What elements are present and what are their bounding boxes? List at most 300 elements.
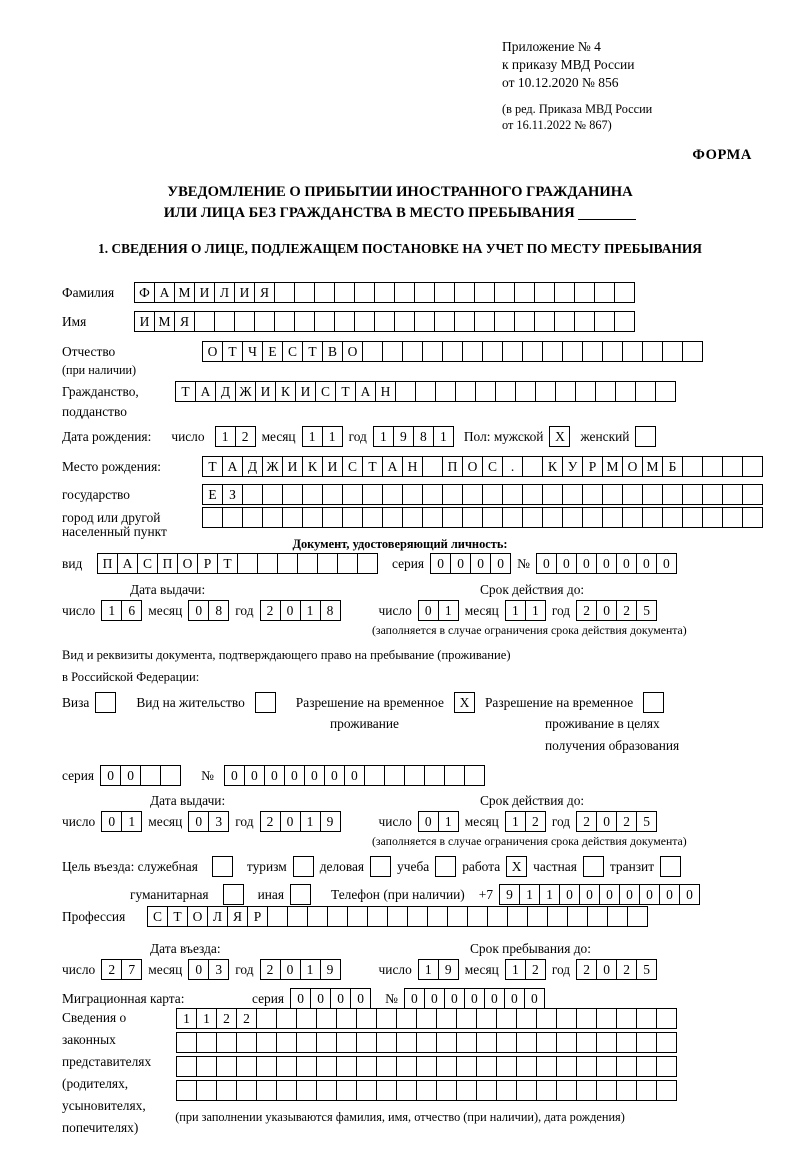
char-cell[interactable] bbox=[467, 906, 488, 927]
char-cell[interactable] bbox=[547, 906, 568, 927]
char-cell[interactable] bbox=[542, 507, 563, 528]
char-cell[interactable] bbox=[422, 456, 443, 477]
char-cell[interactable]: 1 bbox=[539, 884, 560, 905]
edu-residence-checkbox[interactable] bbox=[643, 692, 664, 713]
char-cell[interactable]: О bbox=[342, 341, 363, 362]
char-cell[interactable] bbox=[322, 484, 343, 505]
char-cell[interactable]: 2 bbox=[576, 811, 597, 832]
char-cell[interactable]: М bbox=[602, 456, 623, 477]
char-cell[interactable] bbox=[615, 381, 636, 402]
char-cell[interactable]: И bbox=[282, 456, 303, 477]
char-cell[interactable]: 1 bbox=[300, 959, 321, 980]
char-cell[interactable]: 2 bbox=[576, 600, 597, 621]
char-cell[interactable] bbox=[534, 311, 555, 332]
char-cell[interactable] bbox=[256, 1056, 277, 1077]
char-cell[interactable]: 0 bbox=[280, 959, 301, 980]
char-cell[interactable] bbox=[456, 1008, 477, 1029]
char-cell[interactable] bbox=[656, 1056, 677, 1077]
char-cell[interactable]: С bbox=[147, 906, 168, 927]
char-cell[interactable]: 0 bbox=[101, 811, 122, 832]
char-cell[interactable] bbox=[357, 553, 378, 574]
char-cell[interactable]: 9 bbox=[499, 884, 520, 905]
identity-valid-day-input[interactable] bbox=[418, 600, 459, 621]
char-cell[interactable] bbox=[495, 381, 516, 402]
char-cell[interactable]: 0 bbox=[280, 600, 301, 621]
char-cell[interactable] bbox=[396, 1008, 417, 1029]
char-cell[interactable] bbox=[596, 1032, 617, 1053]
char-cell[interactable] bbox=[576, 1032, 597, 1053]
char-cell[interactable] bbox=[382, 484, 403, 505]
char-cell[interactable] bbox=[627, 906, 648, 927]
temp-residence-checkbox[interactable]: X bbox=[454, 692, 475, 713]
char-cell[interactable]: 0 bbox=[324, 765, 345, 786]
char-cell[interactable]: Р bbox=[582, 456, 603, 477]
char-cell[interactable] bbox=[614, 282, 635, 303]
char-cell[interactable]: Т bbox=[302, 341, 323, 362]
char-cell[interactable] bbox=[444, 765, 465, 786]
char-cell[interactable] bbox=[436, 1008, 457, 1029]
visa-checkbox[interactable] bbox=[95, 692, 116, 713]
char-cell[interactable] bbox=[196, 1056, 217, 1077]
char-cell[interactable]: О bbox=[202, 341, 223, 362]
char-cell[interactable]: 1 bbox=[300, 811, 321, 832]
char-cell[interactable]: 0 bbox=[490, 553, 511, 574]
char-cell[interactable] bbox=[514, 311, 535, 332]
char-cell[interactable]: 0 bbox=[450, 553, 471, 574]
char-cell[interactable]: Д bbox=[242, 456, 263, 477]
char-cell[interactable] bbox=[464, 765, 485, 786]
char-cell[interactable] bbox=[414, 282, 435, 303]
char-cell[interactable] bbox=[316, 1056, 337, 1077]
char-cell[interactable]: 2 bbox=[101, 959, 122, 980]
char-cell[interactable]: А bbox=[154, 282, 175, 303]
char-cell[interactable] bbox=[507, 906, 528, 927]
char-cell[interactable] bbox=[140, 765, 161, 786]
char-cell[interactable]: С bbox=[342, 456, 363, 477]
char-cell[interactable] bbox=[297, 553, 318, 574]
char-cell[interactable]: 0 bbox=[679, 884, 700, 905]
char-cell[interactable] bbox=[636, 1056, 657, 1077]
char-cell[interactable] bbox=[436, 1056, 457, 1077]
char-cell[interactable] bbox=[336, 1056, 357, 1077]
char-cell[interactable]: 0 bbox=[330, 988, 351, 1009]
char-cell[interactable] bbox=[242, 484, 263, 505]
char-cell[interactable] bbox=[354, 311, 375, 332]
char-cell[interactable] bbox=[482, 507, 503, 528]
char-cell[interactable]: 2 bbox=[525, 959, 546, 980]
char-cell[interactable] bbox=[160, 765, 181, 786]
char-cell[interactable]: 0 bbox=[430, 553, 451, 574]
entry-month-input[interactable] bbox=[188, 959, 229, 980]
char-cell[interactable] bbox=[562, 507, 583, 528]
char-cell[interactable]: П bbox=[97, 553, 118, 574]
char-cell[interactable] bbox=[376, 1080, 397, 1101]
char-cell[interactable] bbox=[602, 484, 623, 505]
char-cell[interactable]: 0 bbox=[284, 765, 305, 786]
char-cell[interactable] bbox=[456, 1080, 477, 1101]
char-cell[interactable]: 1 bbox=[438, 811, 459, 832]
char-cell[interactable] bbox=[422, 341, 443, 362]
char-cell[interactable] bbox=[194, 311, 215, 332]
char-cell[interactable] bbox=[196, 1032, 217, 1053]
phone-input[interactable] bbox=[499, 884, 700, 905]
purpose-humanitarian-checkbox[interactable] bbox=[223, 884, 244, 905]
char-cell[interactable]: 1 bbox=[525, 600, 546, 621]
char-cell[interactable]: Я bbox=[227, 906, 248, 927]
char-cell[interactable]: 2 bbox=[236, 1008, 257, 1029]
char-cell[interactable]: 2 bbox=[616, 959, 637, 980]
sex-female-checkbox[interactable] bbox=[635, 426, 656, 447]
char-cell[interactable]: 2 bbox=[260, 600, 281, 621]
char-cell[interactable] bbox=[742, 484, 763, 505]
char-cell[interactable] bbox=[422, 484, 443, 505]
char-cell[interactable] bbox=[596, 1080, 617, 1101]
entry-day-input[interactable] bbox=[101, 959, 142, 980]
char-cell[interactable] bbox=[636, 1032, 657, 1053]
char-cell[interactable]: 0 bbox=[418, 811, 439, 832]
char-cell[interactable] bbox=[494, 282, 515, 303]
char-cell[interactable] bbox=[334, 282, 355, 303]
char-cell[interactable] bbox=[656, 1008, 677, 1029]
char-cell[interactable] bbox=[516, 1080, 537, 1101]
legal-reps-input-4[interactable] bbox=[176, 1080, 677, 1101]
char-cell[interactable]: 0 bbox=[596, 959, 617, 980]
char-cell[interactable] bbox=[462, 484, 483, 505]
char-cell[interactable] bbox=[237, 553, 258, 574]
char-cell[interactable] bbox=[356, 1032, 377, 1053]
char-cell[interactable] bbox=[256, 1032, 277, 1053]
char-cell[interactable]: 1 bbox=[438, 600, 459, 621]
char-cell[interactable] bbox=[394, 282, 415, 303]
char-cell[interactable] bbox=[456, 1056, 477, 1077]
char-cell[interactable]: О bbox=[622, 456, 643, 477]
char-cell[interactable] bbox=[436, 1080, 457, 1101]
char-cell[interactable] bbox=[456, 1032, 477, 1053]
char-cell[interactable] bbox=[274, 282, 295, 303]
char-cell[interactable]: 0 bbox=[404, 988, 425, 1009]
char-cell[interactable] bbox=[337, 553, 358, 574]
char-cell[interactable]: 1 bbox=[121, 811, 142, 832]
char-cell[interactable] bbox=[404, 765, 425, 786]
char-cell[interactable] bbox=[702, 456, 723, 477]
char-cell[interactable]: 9 bbox=[320, 811, 341, 832]
char-cell[interactable]: А bbox=[195, 381, 216, 402]
char-cell[interactable]: 5 bbox=[636, 959, 657, 980]
char-cell[interactable] bbox=[356, 1080, 377, 1101]
char-cell[interactable] bbox=[384, 765, 405, 786]
char-cell[interactable] bbox=[322, 507, 343, 528]
char-cell[interactable]: 2 bbox=[235, 426, 256, 447]
identity-issue-month-input[interactable] bbox=[188, 600, 229, 621]
char-cell[interactable] bbox=[607, 906, 628, 927]
char-cell[interactable]: Д bbox=[215, 381, 236, 402]
char-cell[interactable]: О bbox=[187, 906, 208, 927]
char-cell[interactable]: Ч bbox=[242, 341, 263, 362]
char-cell[interactable]: 1 bbox=[505, 959, 526, 980]
char-cell[interactable]: Т bbox=[167, 906, 188, 927]
char-cell[interactable]: 0 bbox=[576, 553, 597, 574]
char-cell[interactable] bbox=[202, 507, 223, 528]
char-cell[interactable]: 8 bbox=[320, 600, 341, 621]
char-cell[interactable] bbox=[516, 1008, 537, 1029]
char-cell[interactable]: 0 bbox=[350, 988, 371, 1009]
char-cell[interactable] bbox=[382, 507, 403, 528]
char-cell[interactable]: Л bbox=[214, 282, 235, 303]
char-cell[interactable] bbox=[562, 484, 583, 505]
purpose-private-checkbox[interactable] bbox=[583, 856, 604, 877]
char-cell[interactable] bbox=[522, 484, 543, 505]
char-cell[interactable]: 0 bbox=[304, 765, 325, 786]
stay-issue-year-input[interactable] bbox=[260, 811, 341, 832]
char-cell[interactable] bbox=[454, 282, 475, 303]
purpose-tourism-checkbox[interactable] bbox=[293, 856, 314, 877]
char-cell[interactable] bbox=[416, 1032, 437, 1053]
char-cell[interactable]: 0 bbox=[579, 884, 600, 905]
char-cell[interactable] bbox=[527, 906, 548, 927]
sex-male-checkbox[interactable]: X bbox=[549, 426, 570, 447]
char-cell[interactable] bbox=[516, 1056, 537, 1077]
identity-number-input[interactable] bbox=[536, 553, 677, 574]
char-cell[interactable] bbox=[396, 1080, 417, 1101]
char-cell[interactable]: 1 bbox=[300, 600, 321, 621]
char-cell[interactable]: 0 bbox=[599, 884, 620, 905]
char-cell[interactable] bbox=[307, 906, 328, 927]
char-cell[interactable] bbox=[655, 381, 676, 402]
char-cell[interactable] bbox=[515, 381, 536, 402]
char-cell[interactable] bbox=[216, 1080, 237, 1101]
char-cell[interactable] bbox=[327, 906, 348, 927]
char-cell[interactable] bbox=[522, 456, 543, 477]
char-cell[interactable] bbox=[442, 507, 463, 528]
char-cell[interactable] bbox=[642, 507, 663, 528]
char-cell[interactable]: М bbox=[174, 282, 195, 303]
char-cell[interactable] bbox=[616, 1032, 637, 1053]
char-cell[interactable] bbox=[396, 1032, 417, 1053]
surname-input[interactable] bbox=[134, 282, 635, 303]
char-cell[interactable] bbox=[336, 1080, 357, 1101]
char-cell[interactable] bbox=[236, 1032, 257, 1053]
char-cell[interactable] bbox=[656, 1032, 677, 1053]
char-cell[interactable] bbox=[282, 507, 303, 528]
char-cell[interactable] bbox=[396, 1056, 417, 1077]
char-cell[interactable]: 0 bbox=[224, 765, 245, 786]
char-cell[interactable] bbox=[534, 282, 555, 303]
char-cell[interactable]: 0 bbox=[596, 600, 617, 621]
char-cell[interactable] bbox=[294, 311, 315, 332]
char-cell[interactable] bbox=[474, 282, 495, 303]
char-cell[interactable]: 3 bbox=[208, 959, 229, 980]
char-cell[interactable]: 1 bbox=[373, 426, 394, 447]
char-cell[interactable]: З bbox=[222, 484, 243, 505]
char-cell[interactable]: 8 bbox=[413, 426, 434, 447]
char-cell[interactable] bbox=[742, 456, 763, 477]
char-cell[interactable]: О bbox=[177, 553, 198, 574]
char-cell[interactable]: П bbox=[442, 456, 463, 477]
char-cell[interactable]: О bbox=[462, 456, 483, 477]
char-cell[interactable]: Н bbox=[375, 381, 396, 402]
char-cell[interactable] bbox=[287, 906, 308, 927]
char-cell[interactable] bbox=[576, 1008, 597, 1029]
char-cell[interactable] bbox=[407, 906, 428, 927]
char-cell[interactable]: 8 bbox=[208, 600, 229, 621]
char-cell[interactable] bbox=[302, 484, 323, 505]
char-cell[interactable]: Т bbox=[362, 456, 383, 477]
char-cell[interactable]: К bbox=[542, 456, 563, 477]
char-cell[interactable] bbox=[316, 1032, 337, 1053]
char-cell[interactable] bbox=[682, 507, 703, 528]
char-cell[interactable] bbox=[662, 341, 683, 362]
char-cell[interactable]: 0 bbox=[100, 765, 121, 786]
char-cell[interactable] bbox=[682, 484, 703, 505]
char-cell[interactable] bbox=[502, 507, 523, 528]
char-cell[interactable]: 1 bbox=[519, 884, 540, 905]
char-cell[interactable]: М bbox=[642, 456, 663, 477]
char-cell[interactable]: К bbox=[275, 381, 296, 402]
char-cell[interactable]: Р bbox=[247, 906, 268, 927]
char-cell[interactable]: Б bbox=[662, 456, 683, 477]
char-cell[interactable]: А bbox=[222, 456, 243, 477]
identity-issue-day-input[interactable] bbox=[101, 600, 142, 621]
birth-month-input[interactable] bbox=[302, 426, 343, 447]
char-cell[interactable] bbox=[602, 507, 623, 528]
char-cell[interactable] bbox=[347, 906, 368, 927]
char-cell[interactable]: Т bbox=[202, 456, 223, 477]
char-cell[interactable] bbox=[555, 381, 576, 402]
char-cell[interactable]: 0 bbox=[418, 600, 439, 621]
stay-valid-month-input[interactable] bbox=[505, 811, 546, 832]
char-cell[interactable] bbox=[722, 456, 743, 477]
char-cell[interactable] bbox=[254, 311, 275, 332]
char-cell[interactable]: 9 bbox=[393, 426, 414, 447]
char-cell[interactable] bbox=[274, 311, 295, 332]
char-cell[interactable]: 5 bbox=[636, 811, 657, 832]
purpose-work-checkbox[interactable]: X bbox=[506, 856, 527, 877]
char-cell[interactable] bbox=[414, 311, 435, 332]
char-cell[interactable] bbox=[575, 381, 596, 402]
char-cell[interactable] bbox=[642, 341, 663, 362]
citizenship-input[interactable] bbox=[175, 381, 676, 402]
char-cell[interactable] bbox=[276, 1032, 297, 1053]
char-cell[interactable] bbox=[502, 484, 523, 505]
char-cell[interactable] bbox=[554, 311, 575, 332]
char-cell[interactable]: 2 bbox=[216, 1008, 237, 1029]
char-cell[interactable] bbox=[587, 906, 608, 927]
char-cell[interactable]: С bbox=[282, 341, 303, 362]
char-cell[interactable]: 0 bbox=[616, 553, 637, 574]
char-cell[interactable] bbox=[256, 1008, 277, 1029]
char-cell[interactable] bbox=[362, 507, 383, 528]
char-cell[interactable]: Ж bbox=[262, 456, 283, 477]
char-cell[interactable]: 0 bbox=[280, 811, 301, 832]
char-cell[interactable] bbox=[382, 341, 403, 362]
char-cell[interactable]: 6 bbox=[121, 600, 142, 621]
char-cell[interactable]: Я bbox=[174, 311, 195, 332]
char-cell[interactable]: 0 bbox=[290, 988, 311, 1009]
char-cell[interactable] bbox=[342, 507, 363, 528]
char-cell[interactable] bbox=[342, 484, 363, 505]
char-cell[interactable]: 1 bbox=[302, 426, 323, 447]
char-cell[interactable] bbox=[267, 906, 288, 927]
char-cell[interactable]: 0 bbox=[424, 988, 445, 1009]
char-cell[interactable] bbox=[364, 765, 385, 786]
char-cell[interactable] bbox=[636, 1008, 657, 1029]
stay-series-input[interactable] bbox=[100, 765, 181, 786]
char-cell[interactable] bbox=[236, 1056, 257, 1077]
char-cell[interactable]: И bbox=[295, 381, 316, 402]
char-cell[interactable] bbox=[276, 1008, 297, 1029]
char-cell[interactable] bbox=[454, 311, 475, 332]
char-cell[interactable] bbox=[222, 507, 243, 528]
char-cell[interactable] bbox=[317, 553, 338, 574]
char-cell[interactable] bbox=[722, 484, 743, 505]
char-cell[interactable]: И bbox=[255, 381, 276, 402]
char-cell[interactable]: 2 bbox=[576, 959, 597, 980]
char-cell[interactable]: 0 bbox=[659, 884, 680, 905]
char-cell[interactable]: И bbox=[234, 282, 255, 303]
char-cell[interactable] bbox=[276, 1080, 297, 1101]
char-cell[interactable]: Ж bbox=[235, 381, 256, 402]
char-cell[interactable] bbox=[482, 484, 503, 505]
char-cell[interactable] bbox=[702, 484, 723, 505]
patronymic-input[interactable] bbox=[202, 341, 703, 362]
identity-kind-input[interactable] bbox=[97, 553, 378, 574]
char-cell[interactable]: 2 bbox=[616, 811, 637, 832]
char-cell[interactable] bbox=[256, 1080, 277, 1101]
birth-year-input[interactable] bbox=[373, 426, 454, 447]
char-cell[interactable] bbox=[582, 341, 603, 362]
char-cell[interactable] bbox=[336, 1008, 357, 1029]
char-cell[interactable]: 2 bbox=[260, 959, 281, 980]
char-cell[interactable]: 0 bbox=[524, 988, 545, 1009]
char-cell[interactable] bbox=[387, 906, 408, 927]
char-cell[interactable] bbox=[582, 484, 603, 505]
char-cell[interactable] bbox=[616, 1056, 637, 1077]
char-cell[interactable]: 1 bbox=[176, 1008, 197, 1029]
char-cell[interactable]: Т bbox=[335, 381, 356, 402]
char-cell[interactable]: 0 bbox=[596, 553, 617, 574]
char-cell[interactable] bbox=[354, 282, 375, 303]
char-cell[interactable] bbox=[476, 1080, 497, 1101]
char-cell[interactable] bbox=[416, 1008, 437, 1029]
birth-day-input[interactable] bbox=[215, 426, 256, 447]
char-cell[interactable] bbox=[722, 507, 743, 528]
char-cell[interactable]: 0 bbox=[536, 553, 557, 574]
char-cell[interactable]: 0 bbox=[656, 553, 677, 574]
char-cell[interactable] bbox=[462, 341, 483, 362]
char-cell[interactable] bbox=[316, 1008, 337, 1029]
char-cell[interactable] bbox=[594, 311, 615, 332]
char-cell[interactable] bbox=[196, 1080, 217, 1101]
char-cell[interactable]: 1 bbox=[101, 600, 122, 621]
char-cell[interactable] bbox=[276, 1056, 297, 1077]
char-cell[interactable] bbox=[236, 1080, 257, 1101]
char-cell[interactable] bbox=[576, 1080, 597, 1101]
char-cell[interactable] bbox=[296, 1032, 317, 1053]
char-cell[interactable] bbox=[536, 1080, 557, 1101]
char-cell[interactable]: С bbox=[315, 381, 336, 402]
char-cell[interactable] bbox=[367, 906, 388, 927]
char-cell[interactable] bbox=[582, 507, 603, 528]
char-cell[interactable] bbox=[522, 507, 543, 528]
char-cell[interactable] bbox=[554, 282, 575, 303]
char-cell[interactable] bbox=[176, 1080, 197, 1101]
char-cell[interactable]: Ф bbox=[134, 282, 155, 303]
char-cell[interactable]: 1 bbox=[418, 959, 439, 980]
char-cell[interactable] bbox=[516, 1032, 537, 1053]
char-cell[interactable] bbox=[536, 1056, 557, 1077]
migration-series-input[interactable] bbox=[290, 988, 371, 1009]
char-cell[interactable]: 0 bbox=[596, 811, 617, 832]
